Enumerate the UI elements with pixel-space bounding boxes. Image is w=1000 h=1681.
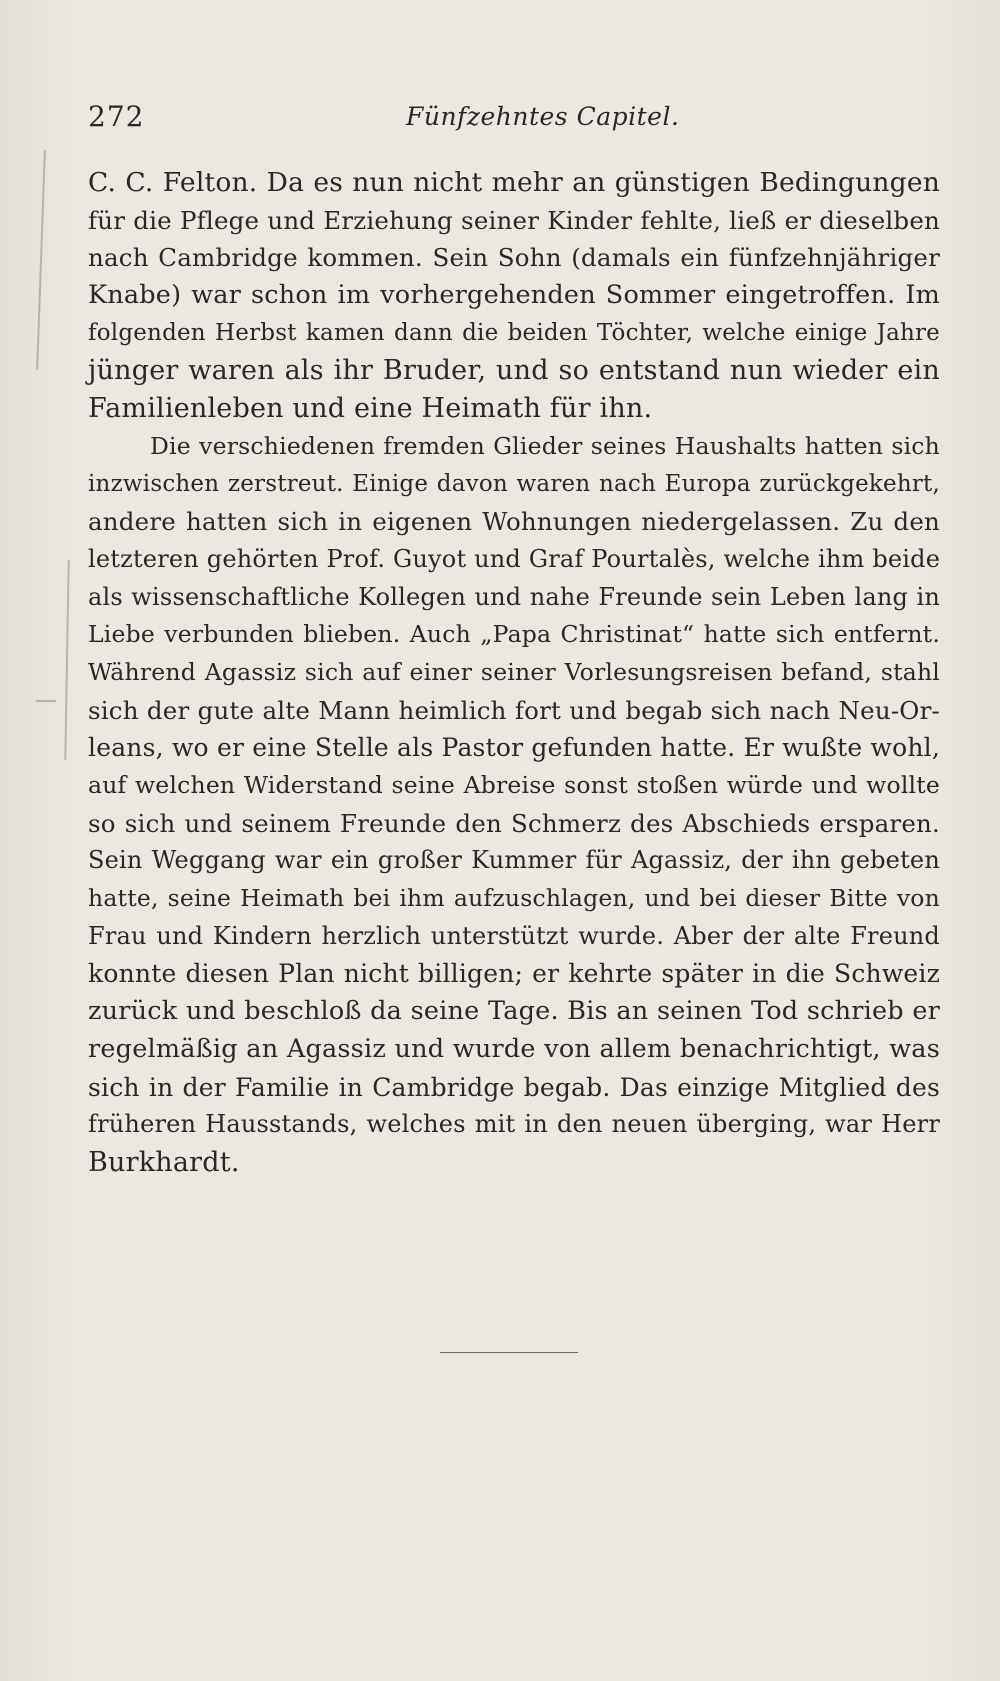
text-line: konnte diesen Plan nicht billigen; er kehrte später in die Schweiz	[88, 959, 940, 989]
paragraph	[88, 164, 940, 428]
text-line: Familienleben und eine Heimath für ihn.	[88, 393, 653, 425]
running-head: Fünfzehntes Capitel.	[406, 102, 680, 131]
text-line: Frau und Kindern herzlich unterstützt wurde. Aber der alte Freund	[88, 921, 940, 950]
page-header	[88, 100, 938, 140]
text-line: Liebe verbunden blieben. Auch „Papa Christinat“ hatte sich entfernt.	[88, 620, 940, 649]
text-line: zurück und beschloß da seine Tage. Bis an seinen Tod schrieb er	[88, 996, 940, 1027]
text-line: regelmäßig an Agassiz und wurde von allem benachrichtigt, was	[88, 1033, 940, 1064]
text-line: sich in der Familie in Cambridge begab. Das einzige Mitglied des	[88, 1072, 940, 1102]
body-text	[88, 164, 940, 1182]
paragraph	[88, 428, 940, 1182]
text-line: nach Cambridge kommen. Sein Sohn (damals ein fünfzehnjähriger	[88, 243, 940, 273]
page-number: 272	[88, 100, 145, 133]
margin-pencil-line-upper	[36, 150, 46, 370]
text-line: letzteren gehörten Prof. Guyot und Graf Pourtalès, welche ihm beide	[88, 544, 941, 573]
text-line: andere hatten sich in eigenen Wohnungen niedergelassen. Zu den	[88, 507, 940, 537]
end-rule	[440, 1352, 578, 1353]
text-line: inzwischen zerstreut. Einige davon waren nach Europa zurückgekehrt,	[88, 470, 940, 497]
text-line: jünger waren als ihr Bruder, und so entstand nun wieder ein	[88, 355, 940, 387]
text-line: Die verschiedenen fremden Glieder seines Haushalts hatten sich	[150, 431, 940, 460]
text-line: so sich und seinem Freunde den Schmerz des Abschieds ersparen.	[88, 808, 940, 838]
text-line: auf welchen Widerstand seine Abreise sonst stoßen würde und wollte	[88, 771, 940, 799]
text-line: folgenden Herbst kamen dann die beiden Töchter, welche einige Jahre	[88, 319, 940, 346]
margin-pencil-dash	[36, 700, 56, 702]
text-line: C. C. Felton. Da es nun nicht mehr an günstigen Bedingungen	[88, 167, 940, 198]
text-line: für die Pflege und Erziehung seiner Kinder fehlte, ließ er dieselben	[88, 205, 940, 235]
text-line: Während Agassiz sich auf einer seiner Vorlesungsreisen befand, stahl	[88, 657, 940, 686]
text-line: sich der gute alte Mann heimlich fort und begab sich nach Neu-Or-	[88, 695, 940, 725]
text-line: hatte, seine Heimath bei ihm aufzuschlagen, und bei dieser Bitte von	[88, 884, 940, 913]
text-line: Sein Weggang war ein großer Kummer für Agassiz, der ihn gebeten	[88, 846, 940, 875]
text-line: als wissenschaftliche Kollegen und nahe Freunde sein Leben lang in	[88, 582, 940, 611]
text-line: früheren Hausstands, welches mit in den neuen überging, war Herr	[88, 1110, 940, 1139]
margin-pencil-line-lower	[64, 560, 69, 760]
text-line: Burkhardt.	[88, 1146, 240, 1178]
text-line: Knabe) war schon im vorhergehenden Sommer eingetroffen. Im	[88, 280, 940, 311]
text-line: leans, wo er eine Stelle als Pastor gefunden hatte. Er wußte wohl,	[88, 733, 940, 763]
